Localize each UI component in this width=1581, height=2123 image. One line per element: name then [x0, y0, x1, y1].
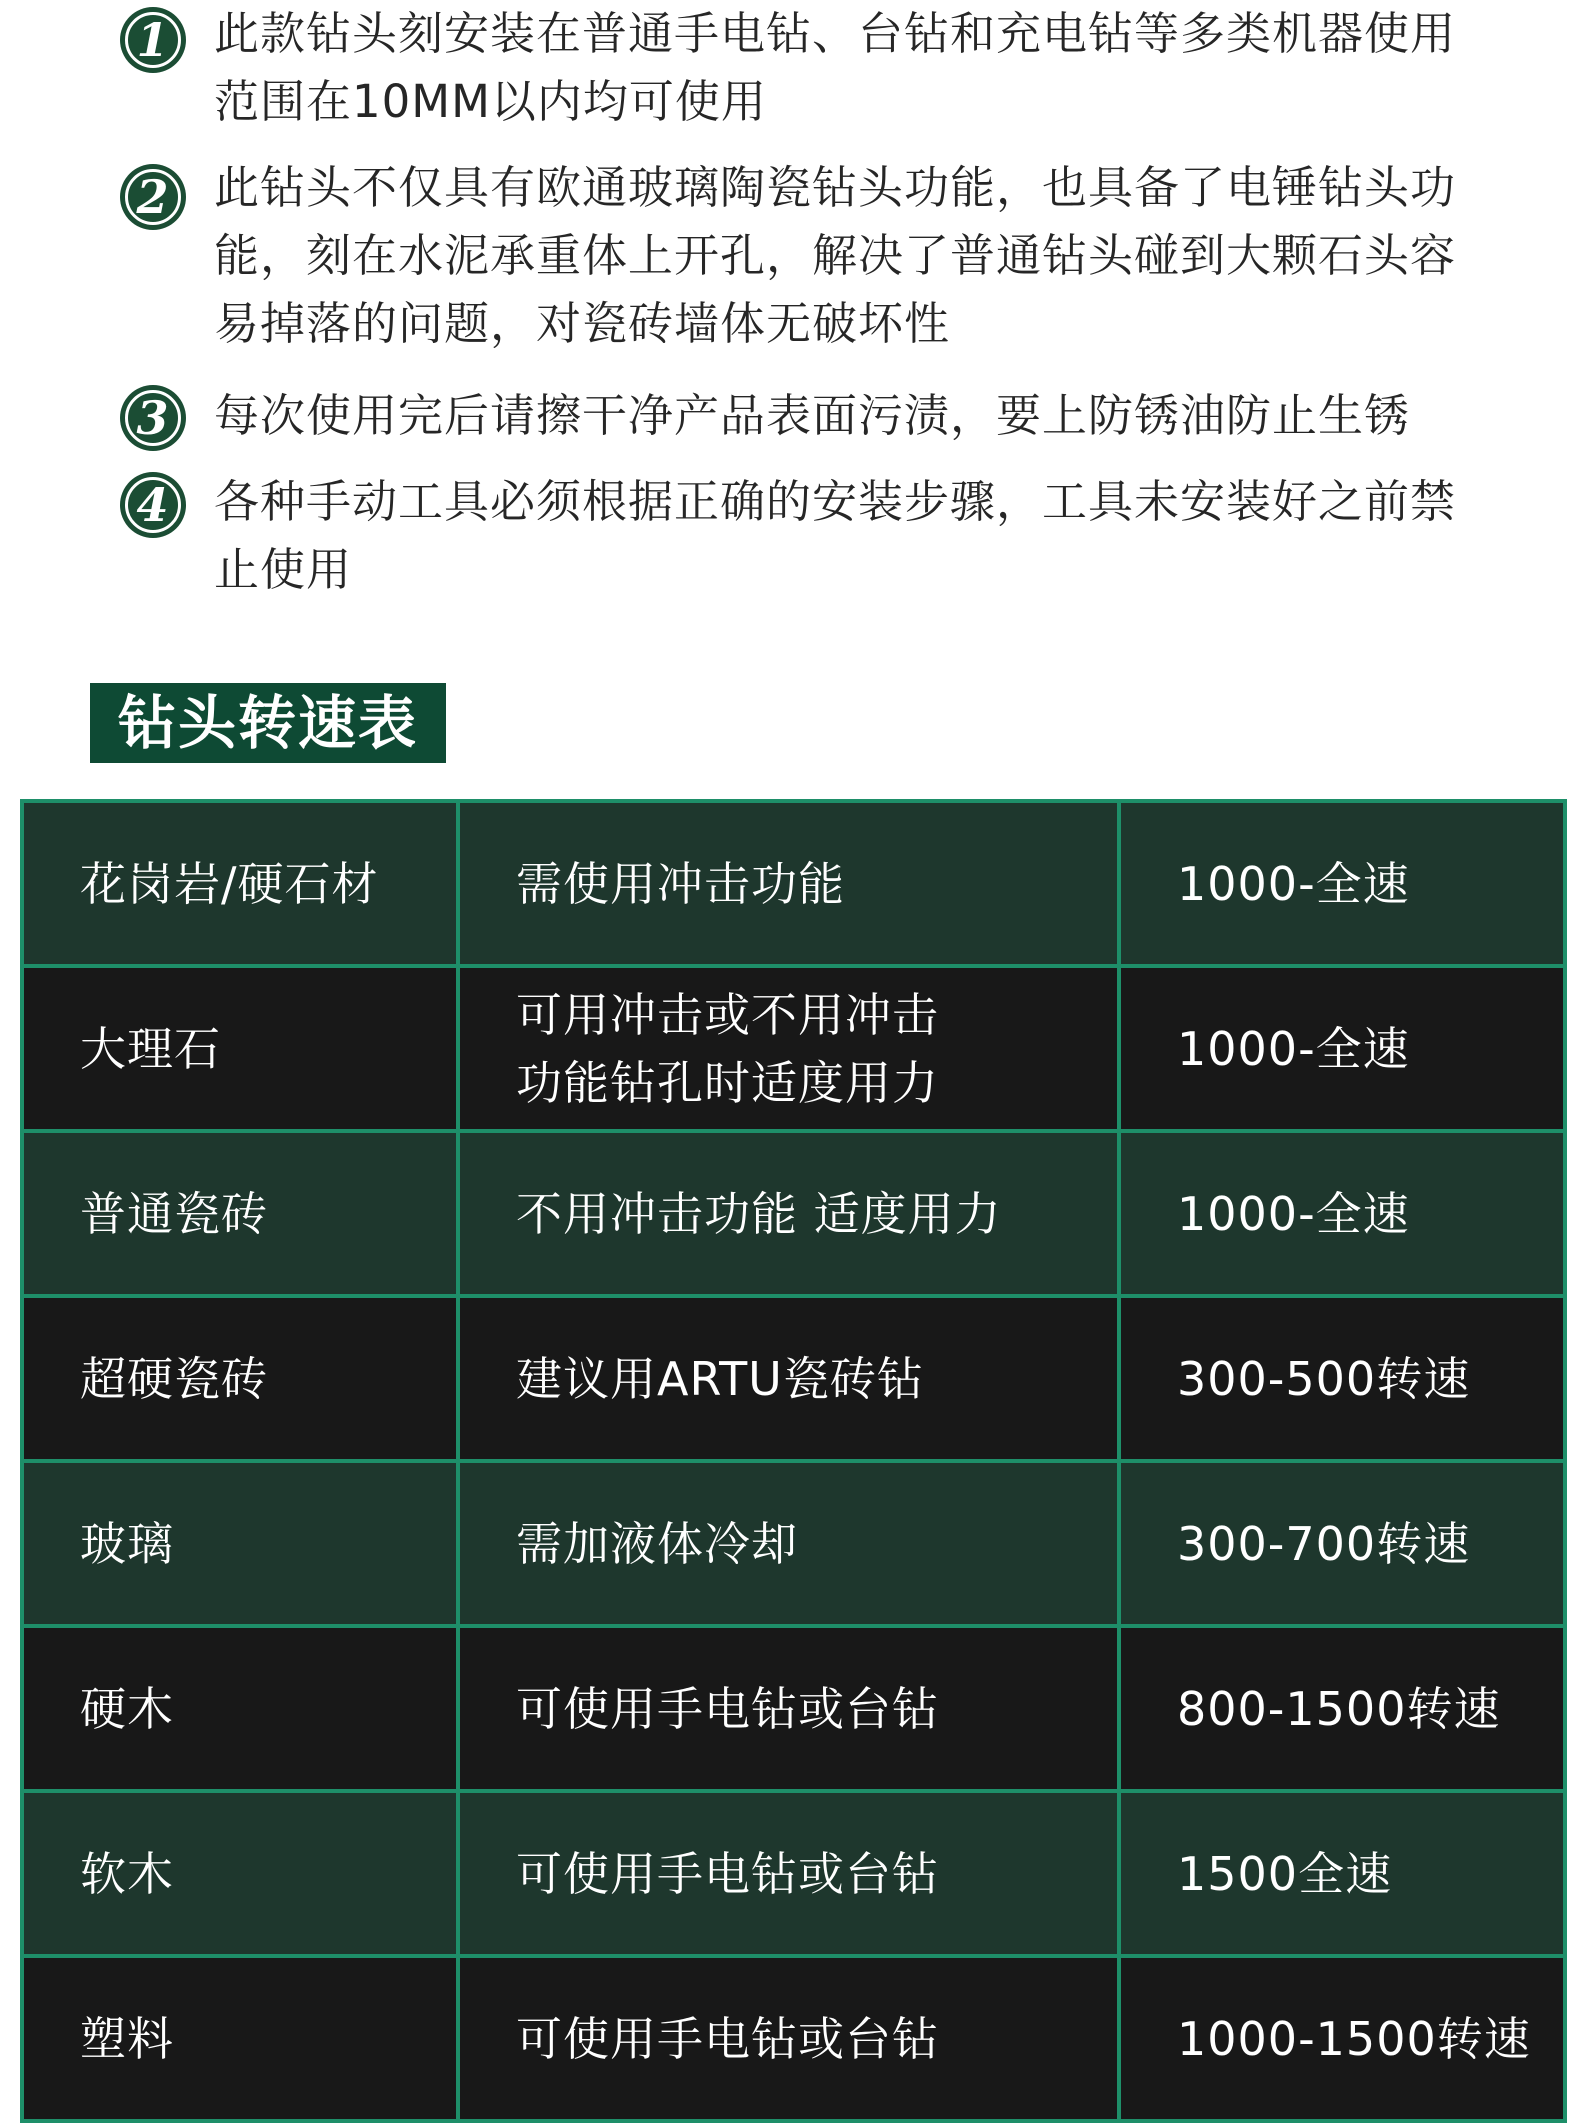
speed-cell: 1000-1500转速: [1119, 1956, 1565, 2121]
note-text: 各种手动工具必须根据正确的安装步骤，工具未安装好之前禁止使用: [214, 475, 1457, 596]
note-item: [120, 382, 1480, 450]
table-row: [22, 1626, 1565, 1791]
method-cell: 需使用冲击功能: [458, 801, 1119, 966]
speed-cell: 800-1500转速: [1119, 1626, 1565, 1791]
table-row: [22, 1131, 1565, 1296]
method-cell: 需加液体冷却: [458, 1461, 1119, 1626]
table-row: [22, 966, 1565, 1131]
material-cell: 普通瓷砖: [22, 1131, 458, 1296]
note-text: 此款钻头刻安装在普通手电钻、台钻和充电钻等多类机器使用范围在10MM以内均可使用: [214, 7, 1457, 128]
number-badge-icon: 2: [120, 164, 186, 230]
speed-cell: 1000-全速: [1119, 966, 1565, 1131]
material-cell: 超硬瓷砖: [22, 1296, 458, 1461]
number-badge-icon: 1: [120, 7, 186, 73]
method-cell: 可用冲击或不用冲击 功能钻孔时适度用力: [458, 966, 1119, 1131]
method-cell: 可使用手电钻或台钻: [458, 1956, 1119, 2121]
speed-table: [20, 799, 1567, 2123]
material-cell: 玻璃: [22, 1461, 458, 1626]
note-text: 此钻头不仅具有欧通玻璃陶瓷钻头功能，也具备了电锤钻头功能，刻在水泥承重体上开孔，解决了普通钻头碰到大颗石头容易掉落的问题，对瓷砖墙体无破坏性: [214, 161, 1457, 350]
note-item: [120, 468, 1480, 604]
material-cell: 大理石: [22, 966, 458, 1131]
note-text: 每次使用完后请擦干净产品表面污渍，要上防锈油防止生锈: [214, 389, 1411, 442]
material-cell: 塑料: [22, 1956, 458, 2121]
section-title: 钻头转速表: [90, 683, 446, 763]
method-cell: 建议用ARTU瓷砖钻: [458, 1296, 1119, 1461]
note-item: [120, 0, 1480, 134]
material-cell: 花岗岩/硬石材: [22, 801, 458, 966]
table-row: [22, 1296, 1565, 1461]
method-cell: 可使用手电钻或台钻: [458, 1791, 1119, 1956]
note-item: [120, 154, 1480, 358]
usage-notes: [120, 0, 1480, 604]
speed-cell: 1000-全速: [1119, 1131, 1565, 1296]
table-row: [22, 801, 1565, 966]
method-cell: 不用冲击功能 适度用力: [458, 1131, 1119, 1296]
speed-cell: 1000-全速: [1119, 801, 1565, 966]
speed-cell: 300-500转速: [1119, 1296, 1565, 1461]
table-row: [22, 1956, 1565, 2121]
table-row: [22, 1791, 1565, 1956]
material-cell: 硬木: [22, 1626, 458, 1791]
number-badge-icon: 4: [120, 472, 186, 538]
material-cell: 软木: [22, 1791, 458, 1956]
method-cell: 可使用手电钻或台钻: [458, 1626, 1119, 1791]
speed-cell: 300-700转速: [1119, 1461, 1565, 1626]
speed-cell: 1500全速: [1119, 1791, 1565, 1956]
number-badge-icon: 3: [120, 385, 186, 451]
table-row: [22, 1461, 1565, 1626]
